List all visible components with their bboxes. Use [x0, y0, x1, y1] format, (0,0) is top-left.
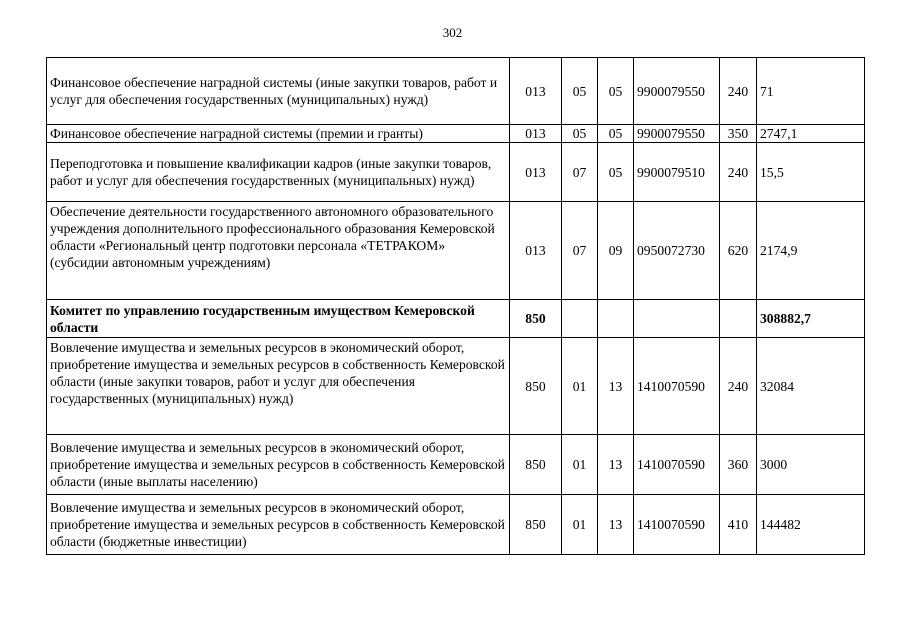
section-code [562, 300, 598, 338]
amount: 15,5 [757, 143, 865, 202]
page-number: 302 [442, 25, 463, 40]
ministry-code: 850 [510, 495, 562, 555]
amount: 32084 [757, 338, 865, 435]
target-code: 9900079550 [634, 58, 720, 125]
row-name: Комитет по управлению государственным имуществом Кемеровской области [47, 300, 510, 338]
target-code: 1410070590 [634, 495, 720, 555]
expense-type-code: 240 [720, 143, 757, 202]
row-name: Вовлечение имущества и земельных ресурсов в экономический оборот, приобретение имущества и земельных ресурсов в собственность Кемеровской области (иные закупки товаров, работ и услуг для обеспечения государственных (муниципальных) нужд) [47, 338, 510, 435]
row-name: Переподготовка и повышение квалификации кадров (иные закупки товаров, работ и услуг для обеспечения государственных (муниципальных) нужд) [47, 143, 510, 202]
subsection-code: 13 [598, 338, 634, 435]
section-code: 01 [562, 435, 598, 495]
row-name: Обеспечение деятельности государственного автономного образовательного учреждения дополнительного профессионального образования Кемеровской области «Региональный центр подготовки персонала «ТЕТРАКОМ» (субсидии автономным учреждениям) [47, 202, 510, 300]
row-name: Финансовое обеспечение наградной системы (иные закупки товаров, работ и услуг для обеспечения государственных (муниципальных) нужд) [47, 58, 510, 125]
table-row [47, 125, 865, 143]
amount: 2174,9 [757, 202, 865, 300]
subsection-code: 05 [598, 58, 634, 125]
row-name: Вовлечение имущества и земельных ресурсов в экономический оборот, приобретение имущества и земельных ресурсов в собственность Кемеровской области (бюджетные инвестиции) [47, 495, 510, 555]
subsection-code: 05 [598, 125, 634, 143]
expense-type-code: 350 [720, 125, 757, 143]
amount: 3000 [757, 435, 865, 495]
table-row [47, 143, 865, 202]
target-code [634, 300, 720, 338]
ministry-code: 013 [510, 202, 562, 300]
target-code: 9900079510 [634, 143, 720, 202]
expense-type-code: 360 [720, 435, 757, 495]
section-code: 07 [562, 143, 598, 202]
ministry-code: 850 [510, 300, 562, 338]
expense-type-code: 240 [720, 58, 757, 125]
section-code: 01 [562, 495, 598, 555]
row-name: Финансовое обеспечение наградной системы (премии и гранты) [47, 125, 510, 143]
budget-table-body [47, 58, 865, 555]
expense-type-code: 240 [720, 338, 757, 435]
amount: 71 [757, 58, 865, 125]
expense-type-code: 620 [720, 202, 757, 300]
subsection-code: 05 [598, 143, 634, 202]
subsection-code [598, 300, 634, 338]
table-row [47, 202, 865, 300]
target-code: 0950072730 [634, 202, 720, 300]
subsection-code: 13 [598, 495, 634, 555]
row-name: Вовлечение имущества и земельных ресурсов в экономический оборот, приобретение имущества и земельных ресурсов в собственность Кемеровской области (иные выплаты населению) [47, 435, 510, 495]
target-code: 1410070590 [634, 338, 720, 435]
expense-type-code: 410 [720, 495, 757, 555]
amount: 308882,7 [757, 300, 865, 338]
ministry-code: 850 [510, 338, 562, 435]
target-code: 9900079550 [634, 125, 720, 143]
ministry-code: 013 [510, 143, 562, 202]
subsection-code: 13 [598, 435, 634, 495]
subsection-code: 09 [598, 202, 634, 300]
section-code: 05 [562, 58, 598, 125]
ministry-code: 013 [510, 58, 562, 125]
ministry-code: 013 [510, 125, 562, 143]
table-row [47, 58, 865, 125]
amount: 144482 [757, 495, 865, 555]
table-row [47, 495, 865, 555]
amount: 2747,1 [757, 125, 865, 143]
table-row [47, 300, 865, 338]
section-code: 05 [562, 125, 598, 143]
ministry-code: 850 [510, 435, 562, 495]
expense-type-code [720, 300, 757, 338]
target-code: 1410070590 [634, 435, 720, 495]
table-row [47, 435, 865, 495]
section-code: 07 [562, 202, 598, 300]
table-row [47, 338, 865, 435]
section-code: 01 [562, 338, 598, 435]
budget-table [46, 57, 865, 555]
